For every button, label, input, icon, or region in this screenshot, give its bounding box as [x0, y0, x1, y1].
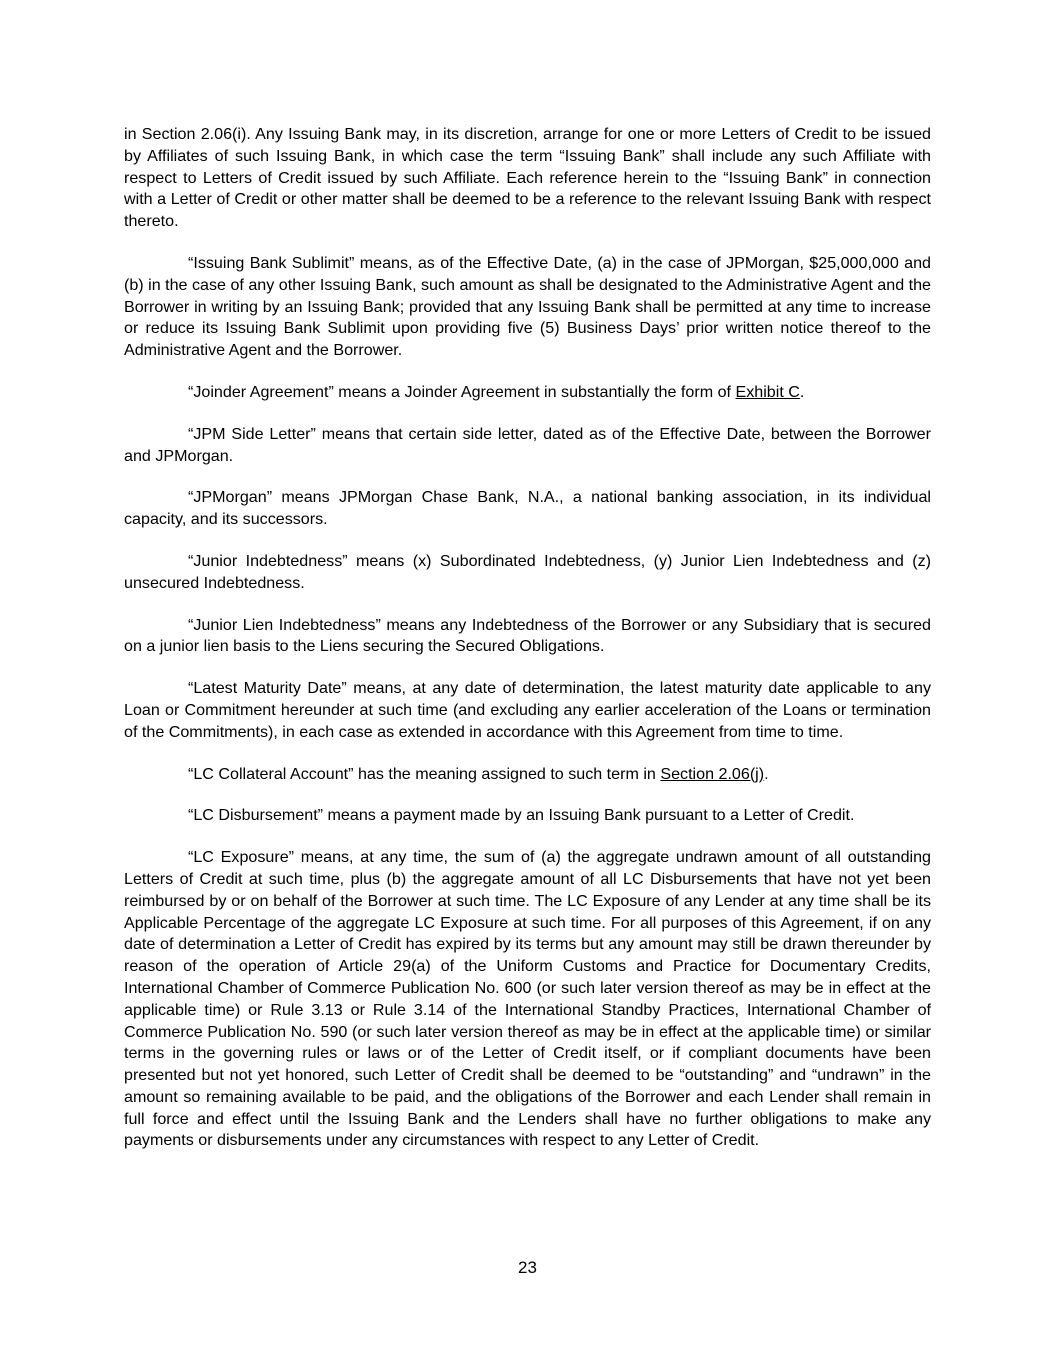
- definition-latest-maturity-date: “Latest Maturity Date” means, at any date of determination, the latest maturity date applicable to any Loan or Commitment hereunder at such time (and excluding any earlier acceleration of the Loans or termination of the Commitments), in each case as extended in accordance with this Agreement from time to time.: [124, 679, 931, 741]
- definition-lc-exposure: “LC Exposure” means, at any time, the sum of (a) the aggregate undrawn amount of all outstanding Letters of Credit at such time, plus (b) the aggregate amount of all LC Disbursements that have not yet been reimbursed by or on behalf of the Borrower at such time. The LC Exposure of any Lender at any time shall be its Applicable Percentage of the aggregate LC Exposure at such time. For all purposes of this Agreement, if on any date of determination a Letter of Credit has expired by its terms but any amount may still be drawn thereunder by reason of the operation of Article 29(a) of the Uniform Customs and Practice for Documentary Credits, International Chamber of Commerce Publication No. 600 (or such later version thereof as may be in effect at the applicable time) or Rule 3.13 or Rule 3.14 of the International Standby Practices, International Chamber of Commerce Publication No. 590 (or such later version thereof as may be in effect at the applicable time) or similar terms in the governing rules or laws or of the Letter of Credit itself, or if compliant documents have been presented but not yet honored, such Letter of Credit shall be deemed to be “outstanding” and “undrawn” in the amount so remaining available to be paid, and the obligations of the Borrower and each Lender shall remain in full force and effect until the Issuing Bank and the Lenders shall have no further obligations to make any payments or disbursements under any circumstances with respect to any Letter of Credit.: [124, 848, 931, 1150]
- definition-text-end: .: [799, 382, 805, 401]
- definition-jpmorgan: “JPMorgan” means JPMorgan Chase Bank, N.A., a national banking association, in its individual capacity, and its successors.: [124, 488, 931, 529]
- definition-jpm-side-letter: “JPM Side Letter” means that certain side letter, dated as of the Effective Date, between the Borrower and JPMorgan.: [124, 424, 931, 465]
- definition-joinder-agreement: [124, 382, 931, 404]
- definition-issuing-bank-sublimit: “Issuing Bank Sublimit” means, as of the Effective Date, (a) in the case of JPMorgan, $25,000,000 and (b) in the case of any other Issuing Bank, such amount as shall be designated to the Administrative Agent and the Borrower in writing by an Issuing Bank; provided that any Issuing Bank shall be permitted at any time to increase or reduce its Issuing Bank Sublimit upon providing five (5) Business Days’ prior written notice thereof to the Administrative Agent and the Borrower.: [124, 253, 931, 360]
- paragraph-issuing-bank-continued: in Section 2.06(i). Any Issuing Bank may, in its discretion, arrange for one or more Letters of Credit to be issued by Affiliates of such Issuing Bank, in which case the term “Issuing Bank” shall include any such Affiliate with respect to Letters of Credit issued by such Affiliate. Each reference herein to the “Issuing Bank” in connection with a Letter of Credit or other matter shall be deemed to be a reference to the relevant Issuing Bank with respect thereto.: [124, 125, 931, 231]
- definition-lc-disbursement: “LC Disbursement” means a payment made by an Issuing Bank pursuant to a Letter of Credit.: [188, 806, 855, 825]
- definition-text: “Joinder Agreement” means a Joinder Agreement in substantially the form of: [188, 382, 736, 401]
- section-2-06-j-reference: Section 2.06(j): [660, 764, 765, 783]
- exhibit-c-reference: Exhibit C: [735, 382, 800, 401]
- document-page: [124, 124, 931, 1172]
- page-number: 23: [518, 1258, 537, 1277]
- definition-junior-indebtedness: “Junior Indebtedness” means (x) Subordinated Indebtedness, (y) Junior Lien Indebtedness and (z) unsecured Indebtedness.: [124, 551, 931, 592]
- definition-text: “LC Collateral Account” has the meaning assigned to such term in: [188, 764, 661, 783]
- definition-junior-lien-indebtedness: “Junior Lien Indebtedness” means any Indebtedness of the Borrower or any Subsidiary that is secured on a junior lien basis to the Liens securing the Secured Obligations.: [124, 615, 931, 656]
- definition-text-end: .: [764, 764, 769, 783]
- definition-lc-collateral-account: [124, 764, 931, 786]
